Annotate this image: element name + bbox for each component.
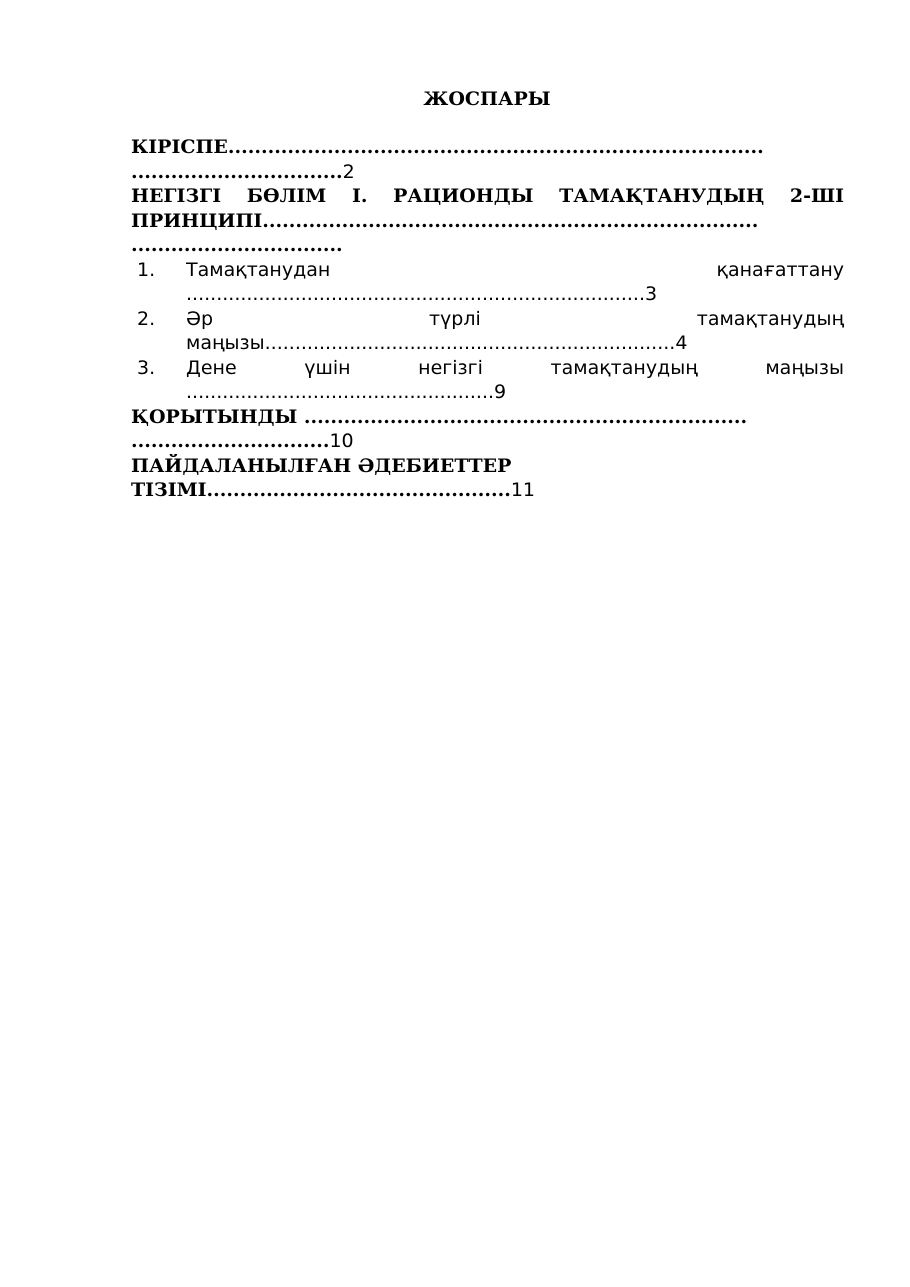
toc-intro-page: 2: [342, 160, 355, 183]
toc-intro-line1: [131, 135, 844, 160]
toc-main-line3: ................................: [131, 234, 343, 256]
toc-main-line1: НЕГІЗГІ БӨЛІМ І. РАЦИОНДЫ ТАМАҚТАНУДЫҢ 2-ШІ: [131, 185, 844, 207]
toc-intro-dots: ................................: [131, 160, 343, 183]
toc-item-dots: ............................................................................: [186, 283, 646, 305]
toc-item-title: Әр түрлі тамақтанудың: [186, 307, 844, 330]
toc-item-leader: [186, 282, 844, 307]
toc-references-page: 11: [510, 479, 536, 501]
toc-item: [131, 258, 844, 307]
toc-conclusion-page: 10: [329, 430, 354, 452]
toc-item-leader: [186, 380, 844, 405]
toc-item-page: 9: [494, 381, 507, 403]
toc-conclusion-line1: ҚОРЫТЫНДЫ ...................................................................: [131, 405, 748, 428]
toc-item-number: 2.: [137, 307, 156, 330]
toc-conclusion-dots: ..............................: [131, 430, 330, 452]
toc-item-number: 3.: [137, 356, 156, 379]
toc-references-dots: ТІЗІМІ..............................................: [131, 479, 511, 501]
table-of-contents: [131, 135, 844, 503]
toc-intro-text: КІРІСПЕ.................................................................................: [131, 136, 764, 158]
toc-item-number: 1.: [137, 258, 156, 281]
page-title: ЖОСПАРЫ: [423, 88, 551, 110]
toc-item-leader: [186, 331, 844, 356]
toc-item-page: 3: [645, 283, 658, 305]
toc-conclusion-line2: [131, 429, 844, 454]
toc-item-dots: ...................................................: [186, 381, 495, 403]
toc-item-title: Тамақтанудан қанағаттану: [186, 258, 844, 281]
toc-item-dots: маңызы....................................................................: [186, 332, 676, 354]
toc-references-line2: [131, 478, 844, 503]
toc-item: [131, 356, 844, 405]
toc-references-line1: ПАЙДАЛАНЫЛҒАН ӘДЕБИЕТТЕР: [131, 454, 512, 477]
toc-item-title: Дене үшін негізгі тамақтанудың маңызы: [186, 356, 844, 379]
toc-main-line2: ПРИНЦИПІ...........................................................................: [131, 209, 759, 232]
toc-intro-line2: [131, 160, 844, 185]
toc-item-page: 4: [675, 332, 688, 354]
toc-item: [131, 307, 844, 356]
